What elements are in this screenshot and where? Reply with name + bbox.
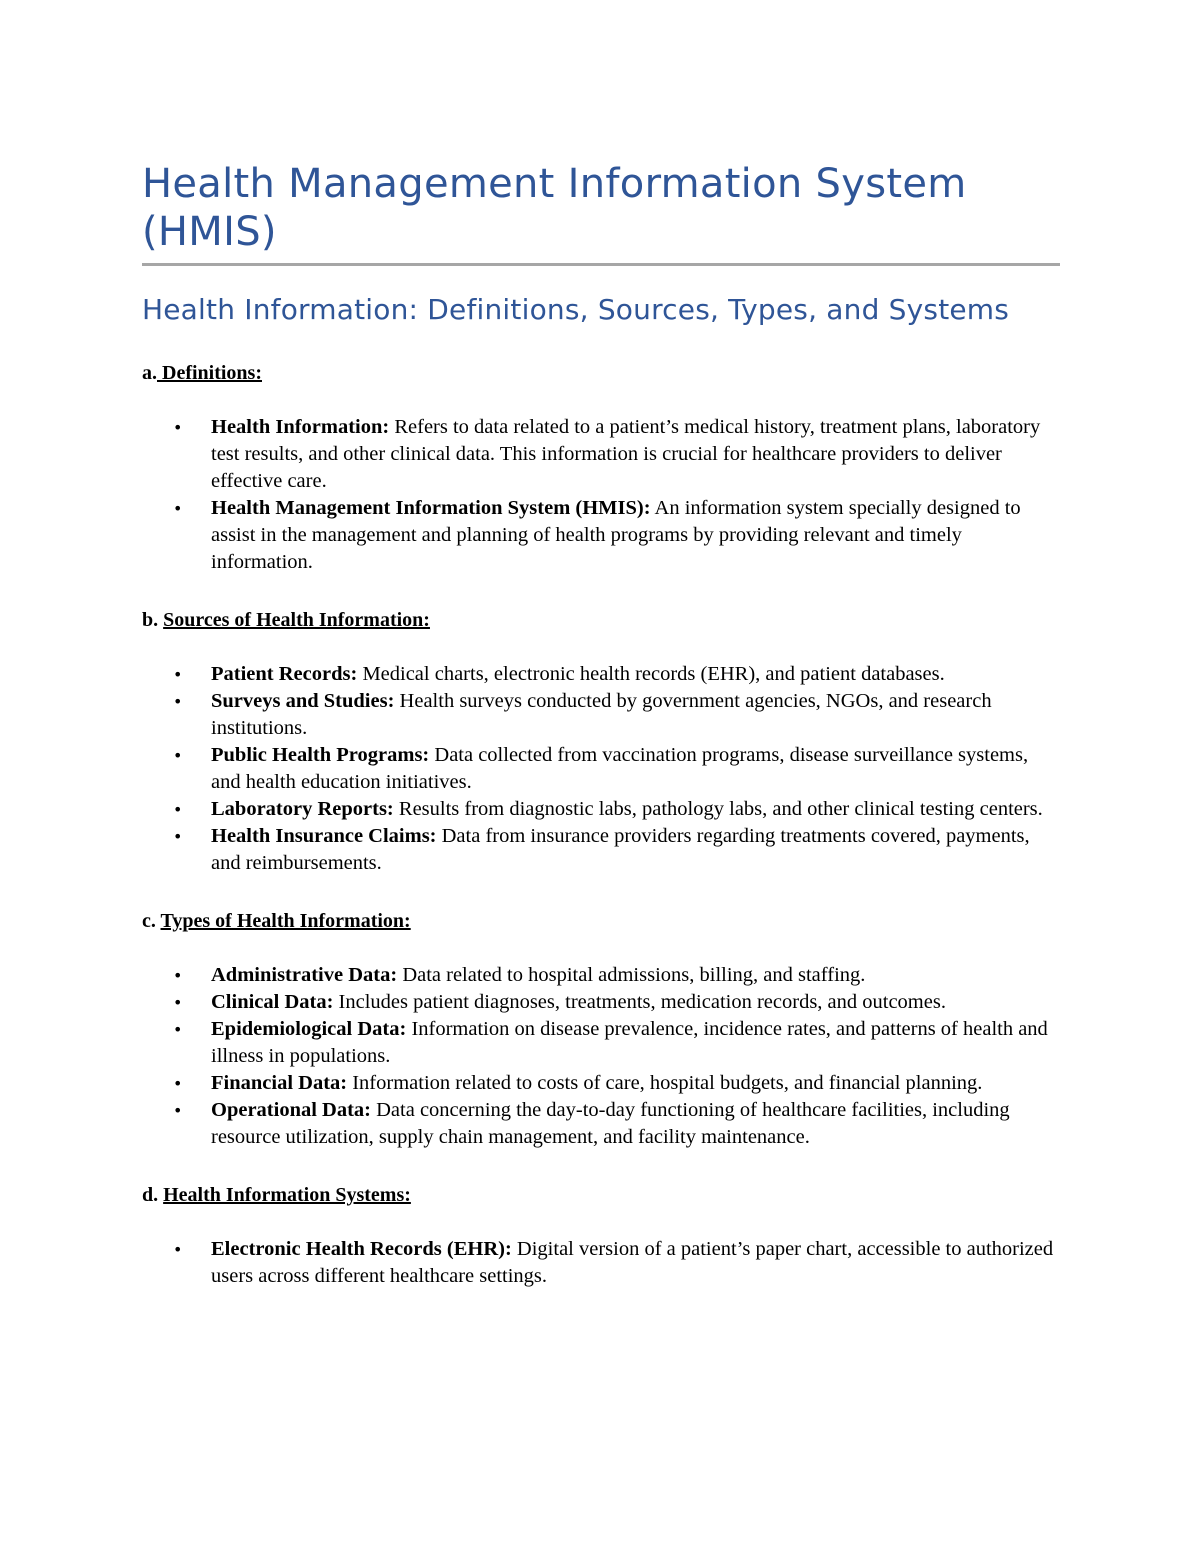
item-description: Refers to data related to a patient’s medical history, treatment plans, laboratory test results, and other clinical data. This information is crucial for healthcare providers to deliver effective care. (211, 416, 1041, 492)
bullet-list (142, 1236, 1060, 1290)
bullet-icon: • (173, 827, 183, 846)
item-term: Health Insurance Claims: (211, 825, 437, 847)
bullet-list (142, 661, 1060, 877)
item-description: Data collected from vaccination programs, disease surveillance systems, and health education initiatives. (211, 744, 1029, 793)
item-term: Epidemiological Data: (211, 1018, 407, 1040)
list-item (142, 962, 1060, 989)
bullet-list (142, 414, 1060, 576)
item-description: Medical charts, electronic health records (EHR), and patient databases. (357, 663, 945, 685)
section-heading-text: Sources of Health Information: (163, 609, 430, 631)
sections-container (142, 360, 1060, 1290)
item-description: Information on disease prevalence, incidence rates, and patterns of health and illness in populations. (211, 1018, 1048, 1067)
bullet-icon: • (173, 1074, 183, 1093)
section-heading (142, 360, 1060, 387)
section-heading-text: Health Information Systems: (163, 1184, 411, 1206)
section-heading-text: Definitions: (157, 362, 262, 384)
item-description: An information system specially designed to assist in the management and planning of health programs by providing relevant and timely information. (211, 497, 1021, 573)
bullet-list (142, 962, 1060, 1151)
section (142, 1182, 1060, 1290)
section-heading-text: Types of Health Information: (160, 910, 411, 932)
item-term: Patient Records: (211, 663, 358, 685)
item-term: Clinical Data: (211, 991, 334, 1013)
item-description: Data concerning the day-to-day functioning of healthcare facilities, including resource utilization, supply chain management, and facility maintenance. (211, 1099, 1010, 1148)
bullet-icon: • (173, 800, 183, 819)
bullet-icon: • (173, 1020, 183, 1039)
bullet-icon: • (173, 692, 183, 711)
bullet-icon: • (173, 1101, 183, 1120)
item-description: Results from diagnostic labs, pathology labs, and other clinical testing centers. (393, 798, 1043, 820)
item-term: Surveys and Studies: (211, 690, 395, 712)
list-item (142, 414, 1060, 495)
title-divider (142, 263, 1060, 266)
section-letter: c. (142, 910, 156, 932)
bullet-icon: • (173, 418, 183, 437)
list-item (142, 1016, 1060, 1070)
list-item (142, 1236, 1060, 1290)
item-description: Includes patient diagnoses, treatments, medication records, and outcomes. (333, 991, 946, 1013)
item-term: Electronic Health Records (EHR): (211, 1238, 512, 1260)
item-description: Health surveys conducted by government agencies, NGOs, and research institutions. (211, 690, 992, 739)
item-term: Public Health Programs: (211, 744, 430, 766)
bullet-icon: • (173, 499, 183, 518)
item-term: Health Information: (211, 416, 390, 438)
item-description: Information related to costs of care, hospital budgets, and financial planning. (347, 1072, 983, 1094)
item-term: Financial Data: (211, 1072, 348, 1094)
document-title: Health Management Information System (HMIS) (142, 161, 967, 255)
section-letter: b. (142, 609, 159, 631)
document-page (142, 160, 1060, 1290)
list-item (142, 1097, 1060, 1151)
item-term: Health Management Information System (HMIS): (211, 497, 651, 519)
bullet-icon: • (173, 966, 183, 985)
list-item (142, 688, 1060, 742)
item-term: Laboratory Reports: (211, 798, 394, 820)
list-item (142, 823, 1060, 877)
section-heading (142, 908, 1060, 935)
list-item (142, 989, 1060, 1016)
section (142, 607, 1060, 877)
item-term: Operational Data: (211, 1099, 371, 1121)
bullet-icon: • (173, 993, 183, 1012)
section-letter: a. (142, 362, 157, 384)
item-description: Data related to hospital admissions, billing, and staffing. (397, 964, 866, 986)
item-description: Digital version of a patient’s paper chart, accessible to authorized users across different healthcare settings. (211, 1238, 1054, 1287)
document-subtitle: Health Information: Definitions, Sources, Types, and Systems (142, 293, 1010, 326)
item-description: Data from insurance providers regarding treatments covered, payments, and reimbursements. (211, 825, 1030, 874)
bullet-icon: • (173, 1240, 183, 1259)
section-heading (142, 607, 1060, 634)
section-heading (142, 1182, 1060, 1209)
section (142, 360, 1060, 576)
list-item (142, 495, 1060, 576)
item-term: Administrative Data: (211, 964, 398, 986)
section (142, 908, 1060, 1151)
list-item (142, 742, 1060, 796)
list-item (142, 796, 1060, 823)
bullet-icon: • (173, 746, 183, 765)
list-item (142, 661, 1060, 688)
bullet-icon: • (173, 665, 183, 684)
section-letter: d. (142, 1184, 159, 1206)
list-item (142, 1070, 1060, 1097)
